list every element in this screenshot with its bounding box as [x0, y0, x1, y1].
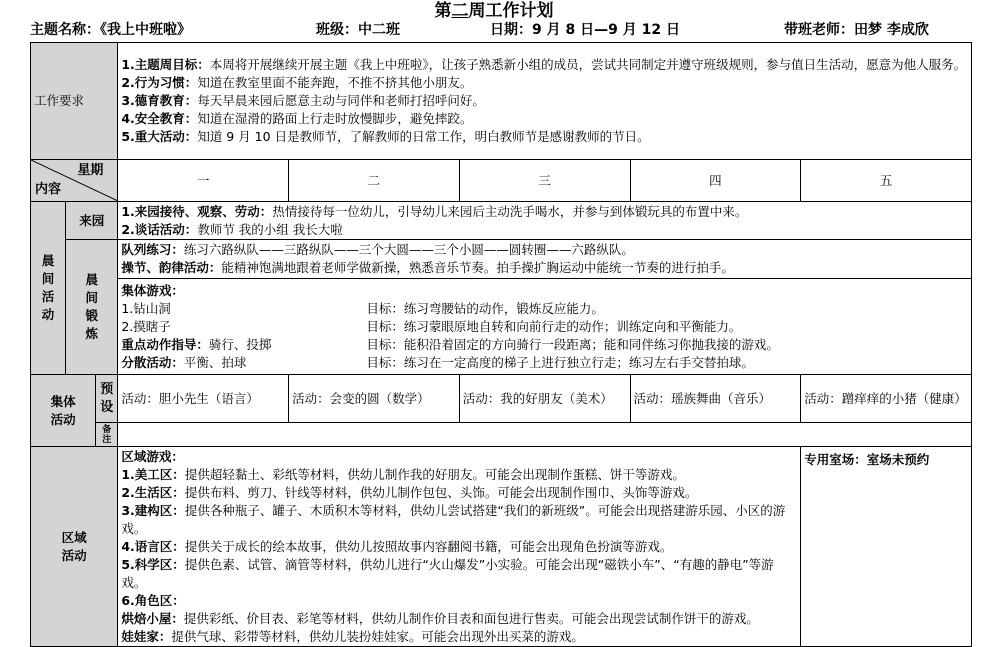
weekday-mon: 一	[118, 160, 289, 202]
requirement-item: 3.德育教育：每天早晨来园后愿意主动与同伴和老师打招呼问好。	[121, 93, 485, 108]
work-requirements-content	[118, 43, 972, 160]
arrival-content	[118, 202, 972, 240]
weekly-plan-table	[30, 42, 972, 647]
morning-exercise-label: 晨间锻炼	[66, 240, 118, 375]
morning-activity-label: 晨间活动	[31, 202, 66, 375]
weekday-corner-cell	[31, 160, 118, 202]
arrival-item: 2.谈话活动：教师节 我的小组 我长大啦	[121, 221, 343, 237]
weekday-wed: 三	[459, 160, 630, 202]
area-item: 1.美工区：提供超轻黏土、彩纸等材料，供幼儿制作我的好朋友。可能会出现制作蛋糕、饼干等游戏。	[121, 467, 685, 482]
area-item: 2.生活区：提供布料、剪刀、针线等材料，供幼儿制作包包、头饰。可能会出现制作围巾、头饰等游戏。	[121, 485, 698, 500]
note-label: 备注	[96, 423, 118, 447]
area-item: 6.角色区：	[121, 593, 185, 608]
collective-note-row	[31, 423, 972, 447]
weekday-header-row	[31, 160, 972, 202]
formation-practice: 队列练习：练习六路纵队——三路纵队——三个大圆——三个小圆——圆转圈——六路纵队。	[121, 242, 634, 257]
area-item: 娃娃家：提供气球、彩带等材料，供幼儿装扮娃娃家。可能会出现外出买菜的游戏。	[121, 629, 584, 644]
arrival-item: 1.来园接待、观察、劳动：热情接待每一位幼儿，引导幼儿来园后主动洗手喝水，并参与到体锻玩具的布置中来。	[121, 203, 748, 219]
activity-mon: 活动：胆小先生（语言）	[118, 375, 289, 423]
special-room-content	[801, 447, 972, 647]
arrival-label: 来园	[66, 202, 118, 240]
special-room-status: 室场未预约	[866, 452, 930, 467]
game-item: 1.钻山洞 目标：练习弯腰钻的动作，锻炼反应能力。	[121, 300, 604, 316]
exercise-games-content	[118, 279, 972, 375]
work-requirements-label: 工作要求	[31, 43, 118, 160]
exercise-games-row	[31, 279, 972, 375]
exercise-routine-row	[31, 240, 972, 279]
area-item: 烘焙小屋：提供彩纸、价目表、彩笔等材料，供幼儿制作价目表和面包进行售卖。可能会出现尝试制作饼干的游戏。	[121, 611, 759, 626]
rhythm-activity: 操节、韵律活动：能精神饱满地跟着老师学做新操，熟悉音乐节奏。拍手操扩胸运动中能统一节奏的进行拍手。	[121, 260, 734, 275]
weekday-tue: 二	[289, 160, 460, 202]
week-number: 二	[451, 1, 469, 21]
requirement-item: 5.重大活动：知道 9 月 10 日是教师节，了解教师的日常工作，明白教师节是感谢教师的节日。	[121, 129, 650, 144]
area-activity-row	[31, 447, 972, 647]
requirement-item: 1.主题周目标：本周将开展继续开展主题《我上中班啦》，让孩子熟悉新小组的成员，尝试共同制定并遵守班级规则，参与值日生活动，愿意为他人服务。	[121, 57, 967, 72]
weekday-thu: 四	[630, 160, 801, 202]
collective-activity-row	[31, 375, 972, 423]
plan-label: 预设	[96, 375, 118, 423]
exercise-routine-content	[118, 240, 972, 279]
area-item: 3.建构区：提供各种瓶子、罐子、木质积木等材料，供幼儿尝试搭建“我们的新班级”。可能会出现搭建游乐园、小区的游戏。	[121, 503, 786, 536]
weekday-fri: 五	[801, 160, 972, 202]
teachers: 带班老师：田梦 李成欣	[784, 22, 929, 38]
class-name: 班级：中二班	[316, 22, 400, 38]
area-item: 4.语言区：提供关于成长的绘本故事，供幼儿按照故事内容翻阅书籍，可能会出现角色扮演等游戏。	[121, 539, 673, 554]
date-range: 日期：9 月 8 日—9 月 12 日	[490, 22, 680, 38]
theme-name: 主题名称：《我上中班啦》	[30, 22, 191, 38]
activity-fri: 活动：蹭痒痒的小猪（健康）	[801, 375, 972, 423]
special-room-title: 专用室场：	[804, 452, 867, 467]
weekday-label: 星期	[77, 163, 104, 178]
area-games-content	[118, 447, 801, 647]
key-guidance: 重点动作指导：骑行、投掷 目标：能积沿着固定的方向骑行一段距离；能和同伴练习你抛我接的游戏。	[121, 336, 779, 352]
free-activity: 分散活动：平衡、拍球 目标：练习在一定高度的梯子上进行独立行走；练习左右手交替拍球。	[121, 354, 754, 370]
area-item: 5.科学区：提供色素、试管、滴管等材料，供幼儿进行“火山爆发”小实验。可能会出现“磁铁小车”、“有趣的静电”等游戏。	[121, 557, 774, 590]
note-content	[118, 423, 972, 447]
activity-tue: 活动：会变的圆（数学）	[289, 375, 460, 423]
activity-thu: 活动：瑶族舞曲（音乐）	[630, 375, 801, 423]
content-label: 内容	[35, 182, 62, 197]
requirement-item: 2.行为习惯：知道在教室里面不能奔跑，不推不挤其他小朋友。	[121, 75, 473, 90]
requirement-item: 4.安全教育：知道在湿滑的路面上行走时放慢脚步，避免摔跤。	[121, 111, 473, 126]
game-item: 2.摸瞎子 目标：练习蒙眼原地自转和向前行走的动作；训练定向和平衡能力。	[121, 318, 742, 334]
activity-wed: 活动：我的好朋友（美术）	[459, 375, 630, 423]
page-title: 第二周工作计划	[434, 1, 554, 21]
group-games-title: 集体游戏：	[121, 282, 184, 298]
work-requirements-row	[31, 43, 972, 160]
area-games-heading: 区域游戏：	[121, 449, 184, 464]
area-activity-label: 区域活动	[31, 447, 118, 647]
arrival-row	[31, 202, 972, 240]
collective-activity-label: 集体活动	[31, 375, 96, 447]
